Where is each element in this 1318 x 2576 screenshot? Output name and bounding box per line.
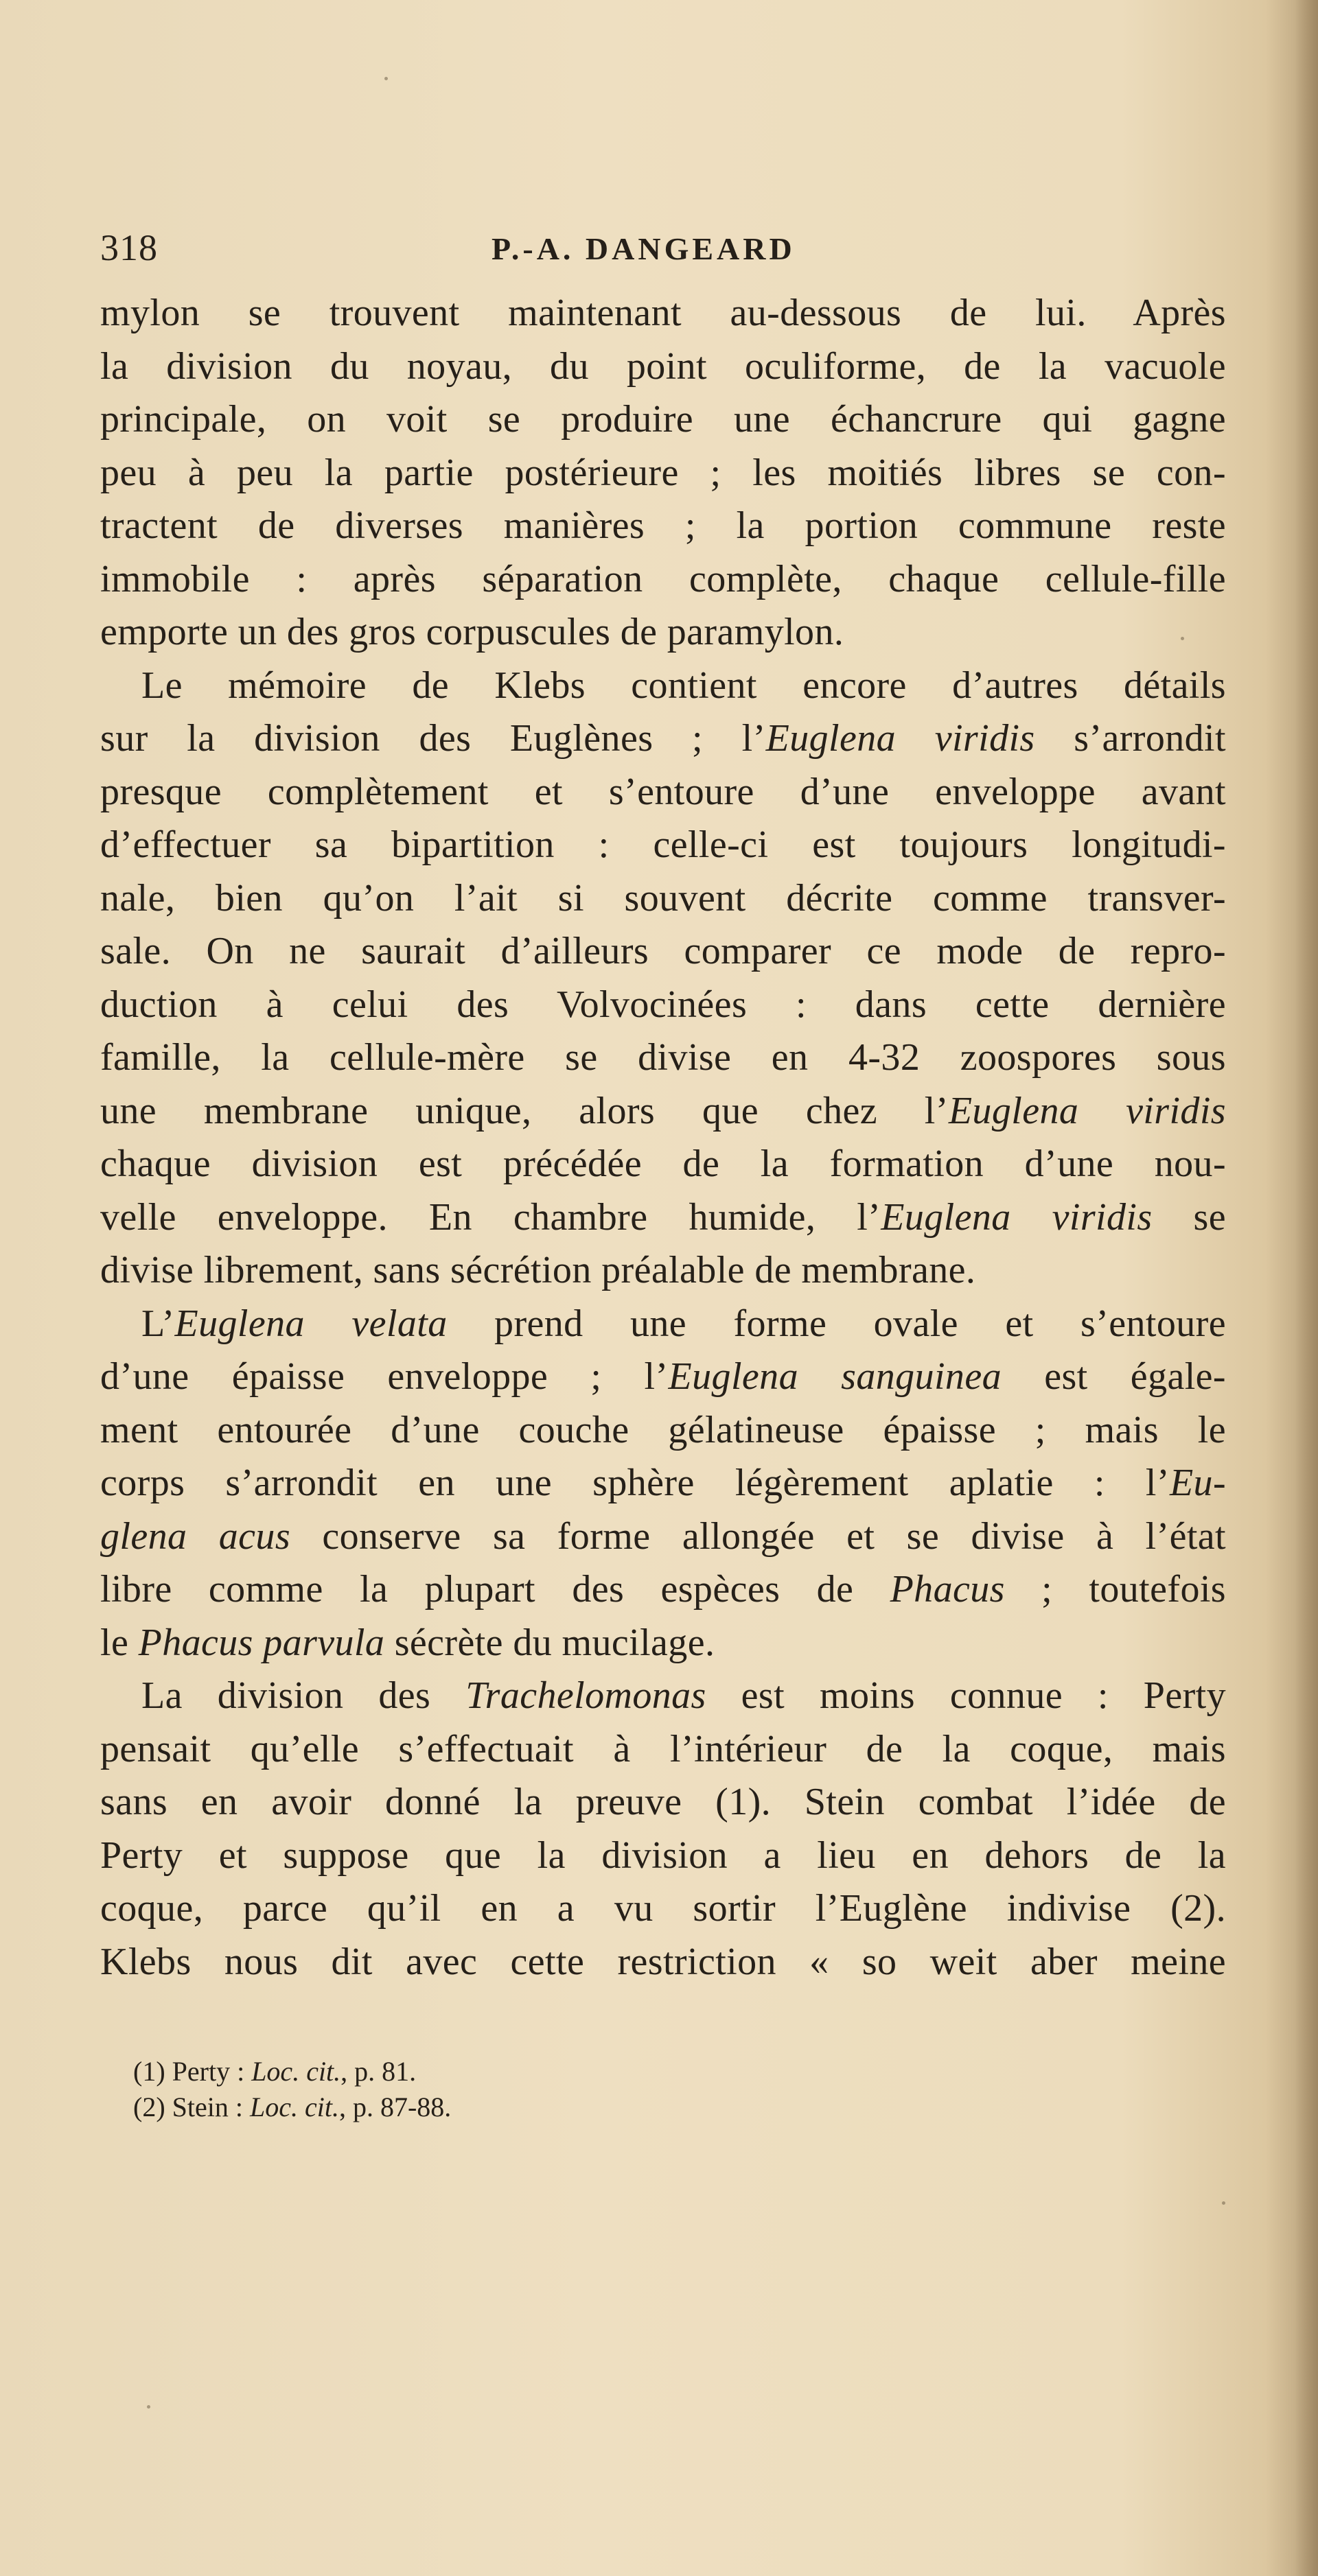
text-run: ; toutefois bbox=[1004, 1568, 1226, 1611]
text-line bbox=[100, 447, 1226, 500]
text-run: se bbox=[1152, 1195, 1226, 1239]
text-run: Klebs nous dit avec cette restriction « so weit aber meine bbox=[100, 1940, 1226, 1983]
text-run: tractent de diverses manières ; la portion commune reste bbox=[100, 504, 1226, 547]
italic-text: Phacus bbox=[890, 1568, 1005, 1611]
text-line bbox=[100, 1563, 1226, 1617]
footnote bbox=[133, 2054, 1094, 2089]
text-line bbox=[100, 979, 1226, 1032]
paper-speck bbox=[1181, 637, 1184, 640]
text-run: sans en avoir donné la preuve (1). Stein combat l’idée de bbox=[100, 1781, 1226, 1823]
paper-speck bbox=[384, 77, 388, 80]
text-run: famille, la cellule-mère se divise en 4-32 zoospores sous bbox=[100, 1036, 1226, 1079]
text-line bbox=[100, 712, 1226, 766]
text-run: (1) Perty : bbox=[133, 2056, 252, 2087]
text-line bbox=[100, 1457, 1226, 1510]
page-number: 318 bbox=[100, 227, 158, 268]
text-run: mylon se trouvent maintenant au-dessous de lui. Après bbox=[100, 292, 1226, 334]
text-run: Le mémoire de Klebs contient encore d’autres détails bbox=[141, 664, 1226, 707]
text-line bbox=[100, 1829, 1226, 1883]
text-run: libre comme la plupart des espèces de bbox=[100, 1568, 890, 1611]
text-run: (2) Stein : bbox=[133, 2092, 250, 2122]
text-line bbox=[100, 1723, 1226, 1777]
text-line bbox=[100, 1138, 1226, 1191]
text-line bbox=[100, 872, 1226, 926]
text-run: corps s’arrondit en une sphère légèrement aplatie : l’ bbox=[100, 1462, 1170, 1504]
page-edge-shadow bbox=[1295, 0, 1318, 2576]
text-line bbox=[100, 659, 1226, 713]
text-run: d’effectuer sa bipartition : celle-ci est toujours longitudi- bbox=[100, 823, 1226, 866]
text-run: velle enveloppe. En chambre humide, l’ bbox=[100, 1195, 881, 1239]
text-run: presque complètement et s’entoure d’une enveloppe avant bbox=[100, 770, 1226, 813]
text-run: ment entourée d’une couche gélatineuse épaisse ; mais le bbox=[100, 1408, 1226, 1451]
italic-text: Loc. cit. bbox=[249, 2092, 339, 2122]
text-line bbox=[100, 553, 1226, 607]
text-run: est moins connue : Perty bbox=[706, 1674, 1226, 1717]
text-run: sale. On ne saurait d’ailleurs comparer ce mode de repro- bbox=[100, 930, 1226, 972]
text-run: prend une forme ovale et s’entoure bbox=[447, 1302, 1226, 1345]
text-line bbox=[100, 606, 1226, 659]
text-line bbox=[100, 1670, 1226, 1723]
text-line bbox=[100, 1882, 1226, 1936]
text-run: sur la division des Euglènes ; l’ bbox=[100, 717, 766, 760]
text-run: est égale- bbox=[1001, 1355, 1226, 1398]
text-line bbox=[100, 1298, 1226, 1351]
footnote bbox=[133, 2089, 1094, 2125]
italic-text: Euglena viridis bbox=[765, 717, 1035, 760]
text-line bbox=[100, 1776, 1226, 1829]
text-line bbox=[100, 925, 1226, 979]
body-text bbox=[100, 287, 1226, 1989]
page-header bbox=[100, 226, 1226, 281]
italic-text: Loc. cit. bbox=[251, 2056, 341, 2087]
text-line bbox=[100, 1191, 1226, 1245]
text-run: , p. 81. bbox=[340, 2056, 417, 2087]
text-line bbox=[100, 1617, 1226, 1670]
paper-speck bbox=[147, 2405, 150, 2409]
text-run: immobile : après séparation complète, chaque cellule-fille bbox=[100, 557, 1226, 600]
text-run: la division du noyau, du point oculiforme, de la vacuole bbox=[100, 344, 1226, 388]
text-line bbox=[100, 1085, 1226, 1138]
italic-text: Euglena viridis bbox=[948, 1089, 1226, 1132]
text-run: d’une épaisse enveloppe ; l’ bbox=[100, 1355, 669, 1398]
text-run: duction à celui des Volvocinées : dans cette dernière bbox=[100, 983, 1226, 1026]
text-run: divise librement, sans sécrétion préalable de membrane. bbox=[100, 1249, 976, 1291]
text-run: Perty et suppose que la division a lieu en dehors de la bbox=[100, 1834, 1226, 1877]
text-line bbox=[100, 287, 1226, 340]
text-run: pensait qu’elle s’effectuait à l’intérieur de la coque, mais bbox=[100, 1727, 1226, 1770]
text-run: une membrane unique, alors que chez l’ bbox=[100, 1089, 949, 1132]
text-line bbox=[100, 766, 1226, 819]
text-run: La division des bbox=[141, 1674, 466, 1717]
text-line bbox=[100, 1244, 1226, 1298]
text-run: s’arrondit bbox=[1034, 717, 1226, 760]
footnotes bbox=[133, 2054, 1094, 2125]
text-line bbox=[100, 1350, 1226, 1404]
text-run: , p. 87-88. bbox=[338, 2092, 452, 2122]
italic-text: Euglena sanguinea bbox=[668, 1355, 1002, 1398]
text-run: coque, parce qu’il en a vu sortir l’Euglène indivise (2). bbox=[100, 1887, 1226, 1930]
running-head: P.-A. DANGEARD bbox=[492, 231, 796, 266]
italic-text: Phacus parvula bbox=[138, 1621, 385, 1664]
italic-text: Trachelomonas bbox=[465, 1674, 706, 1717]
italic-text: Eu- bbox=[1169, 1462, 1226, 1504]
text-run: L’ bbox=[141, 1302, 175, 1345]
italic-text: glena acus bbox=[100, 1514, 291, 1558]
text-line bbox=[100, 1404, 1226, 1457]
text-run: peu à peu la partie postérieure ; les moitiés libres se con- bbox=[100, 451, 1226, 494]
text-run: principale, on voit se produire une échancrure qui gagne bbox=[100, 398, 1226, 441]
text-line bbox=[100, 393, 1226, 447]
text-run: nale, bien qu’on l’ait si souvent décrite comme transver- bbox=[100, 876, 1226, 920]
text-run: conserve sa forme allongée et se divise à l’état bbox=[290, 1514, 1227, 1558]
text-line bbox=[100, 500, 1226, 553]
text-run: emporte un des gros corpuscules de paramylon. bbox=[100, 611, 844, 653]
text-line bbox=[100, 1031, 1226, 1085]
text-line bbox=[100, 1936, 1226, 1989]
text-run: le bbox=[100, 1621, 139, 1664]
text-run: chaque division est précédée de la formation d’une nou- bbox=[100, 1143, 1226, 1185]
italic-text: Euglena viridis bbox=[881, 1195, 1153, 1239]
text-run: sécrète du mucilage. bbox=[384, 1621, 715, 1664]
text-line bbox=[100, 819, 1226, 872]
text-line bbox=[100, 1510, 1226, 1564]
text-line bbox=[100, 340, 1226, 394]
paper-speck bbox=[1222, 2201, 1225, 2205]
italic-text: Euglena velata bbox=[174, 1302, 448, 1345]
